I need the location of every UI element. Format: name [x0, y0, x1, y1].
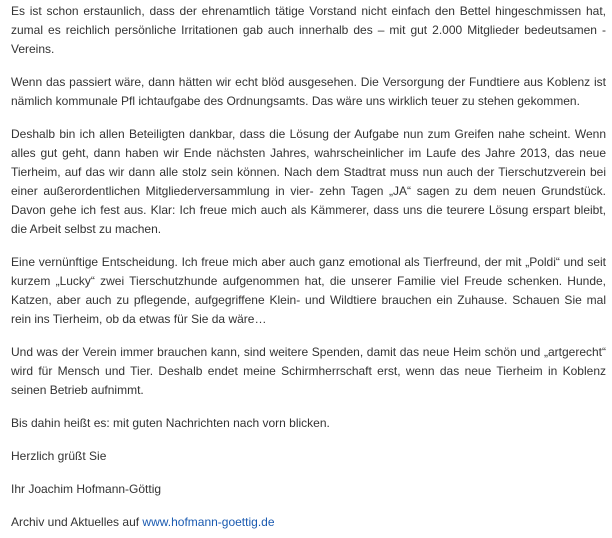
website-link[interactable]: www.hofmann-goettig.de	[142, 515, 275, 529]
archive-line	[11, 513, 606, 532]
signature-line: Ihr Joachim Hofmann-Göttig	[11, 482, 162, 496]
paragraph-vorstand: Es ist schon erstaunlich, dass der ehrenamtlich tätige Vorstand nicht einfach den Bettel hingeschmissen hat, zumal es reichlich persönliche Irritationen gab auch innerhalb des – mit gut 2.000 Mitglieder bedeutsamen - Vereins.	[11, 4, 606, 56]
paragraph-loesung: Deshalb bin ich allen Beteiligten dankbar, dass die Lösung der Aufgabe nun zum Greifen nahe scheint. Wenn alles gut geht, dann haben wir Ende nächsten Jahres, wahrscheinlicher im Laufe des Jahre 2013, das neue Tierheim, auf das wir dann alle stolz sein können. Nach dem Stadtrat muss nun auch der Tierschutzverein bei einer außerordentlichen Mitgliederversammlung in vier- zehn Tagen „JA“ sagen zu dem neuen Grundstück. Davon gehe ich fest aus. Klar: Ich freue mich auch als Kämmerer, dass uns die teurere Lösung erspart bleibt, die Arbeit selbst zu machen.	[11, 127, 606, 236]
archive-label: Archiv und Aktuelles auf	[11, 515, 140, 529]
paragraph-spenden: Und was der Verein immer brauchen kann, sind weitere Spenden, damit das neue Heim schön und „artgerecht“ wird für Mensch und Tier. Deshalb endet meine Schirmherrschaft erst, wenn das neue Tierheim in Koblenz seinen Betrieb aufnimmt.	[11, 345, 606, 397]
paragraph-entscheidung: Eine vernünftige Entscheidung. Ich freue mich aber auch ganz emotional als Tierfreund, der mit „Poldi“ und seit kurzem „Lucky“ zwei Tierschutzhunde aufgenommen hat, die unserer Familie viel Freude schenken. Hunde, Katzen, aber auch zu pflegende, aufgegriffene Klein- und Wildtiere brauchen ein Zuhause. Schauen Sie mal rein ins Tierheim, ob da etwas für Sie da wäre…	[11, 255, 606, 326]
paragraph-fundtiere: Wenn das passiert wäre, dann hätten wir echt blöd ausgesehen. Die Versorgung der Fundtiere aus Koblenz ist nämlich kommunale Pfl ichtaufgabe des Ordnungsamts. Das wäre uns wirklich teuer zu stehen gekommen.	[11, 75, 606, 108]
closing-line: Bis dahin heißt es: mit guten Nachrichten nach vorn blicken.	[11, 416, 330, 430]
greeting-line: Herzlich grüßt Sie	[11, 449, 107, 463]
